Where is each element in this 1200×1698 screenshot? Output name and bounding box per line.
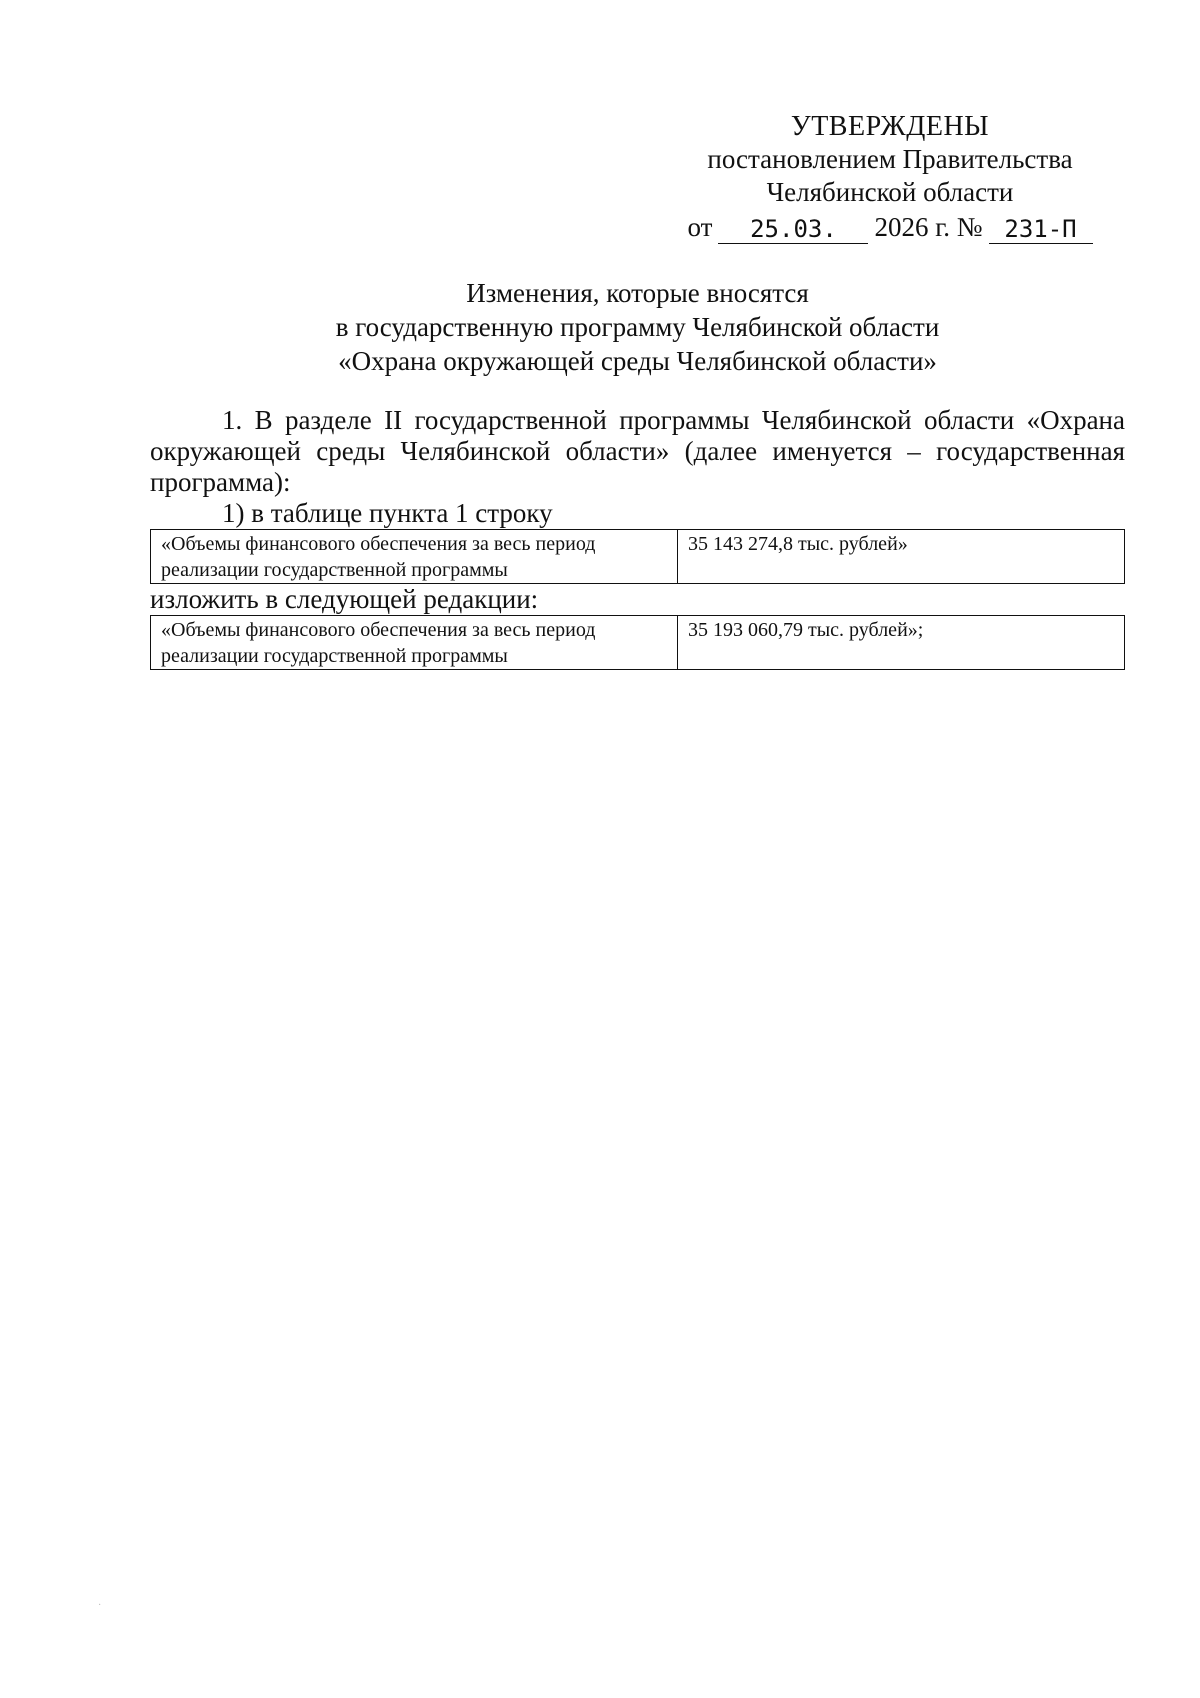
new-row-label: «Объемы финансового обеспечения за весь период реализации государственной программы [151, 616, 678, 670]
document-body [150, 405, 1125, 670]
title-line-3: «Охрана окружающей среды Челябинской области» [338, 346, 937, 376]
scan-speck: · [98, 1600, 102, 1611]
old-row-value: 35 143 274,8 тыс. рублей» [678, 530, 1125, 584]
table-row [151, 616, 1125, 670]
item-1: 1) в таблице пункта 1 строку [222, 498, 553, 528]
paragraph-1: 1. В разделе II государственной программы Челябинской области «Охрана окружающей среды Челябинской области» (далее именуется – государственная программа): [150, 405, 1125, 497]
old-row-table [150, 529, 1125, 584]
approved-heading: УТВЕРЖДЕНЫ [790, 111, 990, 142]
replace-instruction: изложить в следующей редакции: [150, 584, 539, 614]
new-row-table [150, 615, 1125, 670]
new-row-value: 35 193 060,79 тыс. рублей»; [678, 616, 1125, 670]
old-row-label: «Объемы финансового обеспечения за весь период реализации государственной программы [151, 530, 678, 584]
year-text: 2026 г. № [874, 212, 983, 242]
title-line-1: Изменения, которые вносятся [466, 278, 809, 308]
table-row [151, 530, 1125, 584]
approval-block [660, 110, 1120, 244]
approval-line-1: постановлением Правительства [707, 144, 1073, 174]
from-prefix: от [687, 212, 713, 242]
approval-date-line [660, 211, 1120, 244]
approval-line-2: Челябинской области [766, 177, 1014, 207]
decree-number: 231-П [989, 215, 1093, 244]
decree-date: 25.03. [718, 215, 868, 244]
document-title [150, 276, 1125, 378]
title-line-2: в государственную программу Челябинской области [335, 312, 940, 342]
